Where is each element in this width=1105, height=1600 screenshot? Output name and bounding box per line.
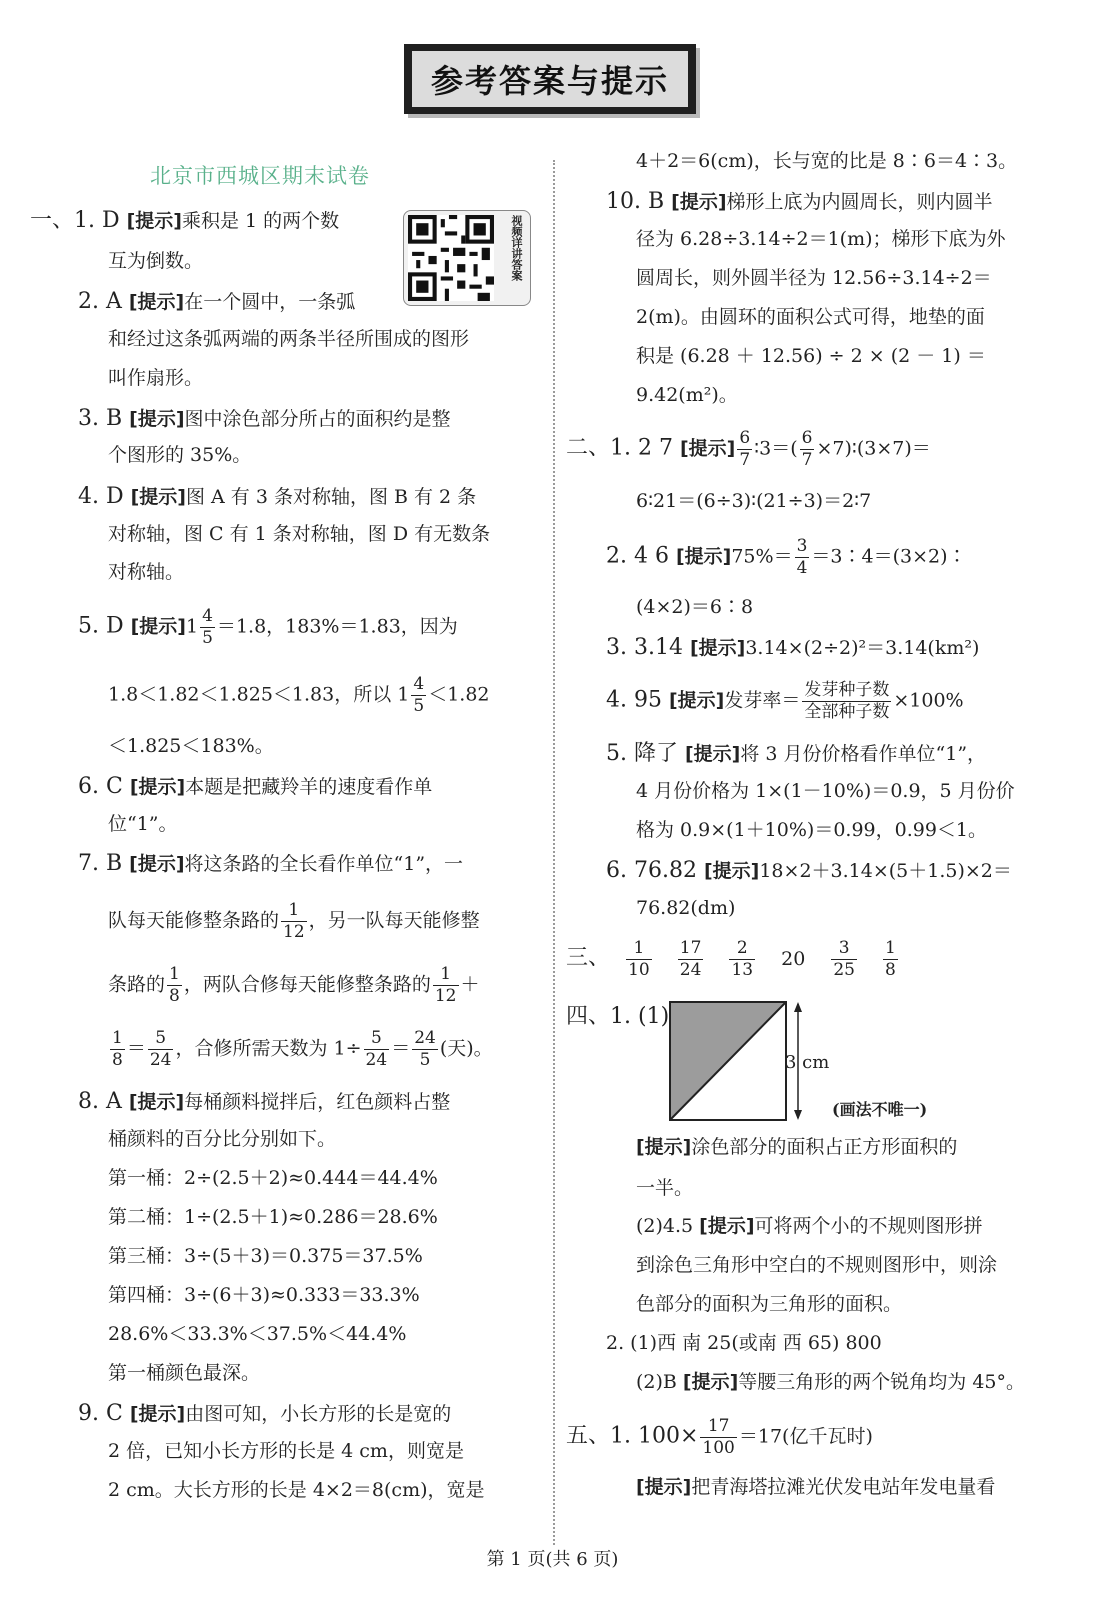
answer-line: 2 倍，已知小长方形的长是 4 cm，则宽是 xyxy=(108,1440,464,1462)
answer-line: 10. B [提示]梯形上底为内圆周长，则内圆半 xyxy=(606,189,993,214)
answer-line: 第一桶：2÷(2.5＋2)≈0.444＝44.4% xyxy=(108,1167,438,1189)
figure-note: (画法不唯一) xyxy=(832,1100,928,1119)
answer-line: 色部分的面积为三角形的面积。 xyxy=(636,1293,903,1315)
fraction: $\frac{2}{13}$ xyxy=(731,938,754,980)
answer-line: 一半。 xyxy=(636,1177,694,1199)
answer-line: 径为 6.28÷3.14÷2＝1(m)；梯形下底为外 xyxy=(636,228,1006,250)
answer-line: [提示]把青海塔拉滩光伏发电站年发电量看 xyxy=(636,1476,996,1498)
fraction: $\frac{1}{8}$ xyxy=(885,938,896,980)
answer-line: 9. C [提示]由图可知，小长方形的长是宽的 xyxy=(78,1401,452,1426)
page-title: 参考答案与提示 xyxy=(412,51,688,107)
qr-code-icon xyxy=(408,215,494,301)
answer-line: (2)B [提示]等腰三角形的两个锐角均为 45°。 xyxy=(636,1371,1026,1393)
answer-line: 4 月份价格为 1×(1－10%)＝0.9，5 月份价 xyxy=(636,780,1015,802)
watermark-logo xyxy=(930,1485,1100,1595)
fraction: $\frac{1}{8}$ xyxy=(169,964,180,1006)
fraction: $\frac{24}{5}$ xyxy=(414,1028,436,1070)
answer-line: 第二桶：1÷(2.5＋1)≈0.286＝28.6% xyxy=(108,1206,438,1228)
fraction: $\frac{6}{7}$ xyxy=(801,428,813,470)
answer-line: 6. C [提示]本题是把藏羚羊的速度看作单 xyxy=(78,774,433,799)
answer-line: 条路的 $\frac{1}{8}$ ，两队合修每天能修整条路的 $\frac{1}{12}$ ＋ xyxy=(108,964,480,1006)
qr-caption: 视频详讲答案 xyxy=(510,215,523,281)
page-footer: 第 1 页(共 6 页) xyxy=(486,1549,619,1570)
answer-line: 到涂色三角形中空白的不规则图形中，则涂 xyxy=(636,1254,998,1276)
answer-line: 28.6%＜33.3%＜37.5%＜44.4% xyxy=(108,1323,407,1345)
answer-line: 4. 95 [提示]发芽率＝ $\frac{\text{发芽种子数}}{\text{全部种子数}}$ ×100% xyxy=(606,680,964,722)
fraction: $\frac{5}{24}$ xyxy=(149,1028,172,1070)
fraction: $\frac{4}{5}$ xyxy=(413,674,425,716)
fraction: $\frac{3}{25}$ xyxy=(833,938,855,980)
answer-line: 一、1. D [提示]乘积是 1 的两个数 xyxy=(30,208,340,233)
column-divider xyxy=(553,160,555,1545)
fraction: $\frac{4}{5}$ xyxy=(202,606,213,648)
fraction: $\frac{1}{12}$ xyxy=(434,964,457,1006)
answer-line: 1.8＜1.82＜1.825＜1.83，所以 1 $\frac{4}{5}$ ＜1.82 xyxy=(108,674,490,716)
fraction: $\frac{1}{10}$ xyxy=(628,938,650,980)
answer-line: 二、1. 2 7 [提示] $\frac{6}{7}$ ∶3＝( $\frac{6}{7}$ ×7)∶(3×7)＝ xyxy=(566,428,931,470)
arrow-up-icon xyxy=(794,1002,802,1012)
fraction: $\frac{1}{12}$ xyxy=(283,900,305,942)
answer-line: [提示]涂色部分的面积占正方形面积的 xyxy=(636,1136,958,1158)
answer-line: 8. A [提示]每桶颜料搅拌后，红色颜料占整 xyxy=(78,1089,451,1114)
answer-line: 3. B [提示]图中涂色部分所占的面积约是整 xyxy=(78,406,451,431)
answer-line: 2. A [提示]在一个圆中，一条弧 xyxy=(78,289,356,314)
answer-line: 第一桶颜色最深。 xyxy=(108,1362,261,1384)
answer-line: 第三桶：3÷(5＋3)＝0.375＝37.5% xyxy=(108,1245,423,1267)
fraction: $\frac{17}{100}$ xyxy=(702,1416,735,1458)
answer-line: 队每天能修整条路的 $\frac{1}{12}$ ，另一队每天能修整 xyxy=(108,900,480,942)
answer-line: 圆周长，则外圆半径为 12.56÷3.14÷2＝ xyxy=(636,267,992,289)
answer-line: 对称轴，图 C 有 1 条对称轴，图 D 有无数条 xyxy=(108,523,491,545)
answer-line: 五、1. 100× $\frac{17}{100}$ ＝17(亿千瓦时) xyxy=(566,1416,873,1458)
answer-line: 互为倒数。 xyxy=(108,250,204,272)
answer-line: 4. D [提示]图 A 有 3 条对称轴，图 B 有 2 条 xyxy=(78,484,477,509)
answer-line: 2. 4 6 [提示]75%＝ $\frac{3}{4}$ ＝3∶4＝(3×2)∶ xyxy=(606,536,967,578)
fraction: $\frac{1}{8}$ xyxy=(112,1028,123,1070)
answer-line: 76.82(dm) xyxy=(636,897,736,919)
fraction: $\frac{6}{7}$ xyxy=(739,428,751,470)
answer-line: 7. B [提示]将这条路的全长看作单位“1”，一 xyxy=(78,851,464,876)
answer-line: 2(m)。由圆环的面积公式可得，地垫的面 xyxy=(636,306,985,328)
answer-line: $\frac{1}{8}$ ＝ $\frac{5}{24}$ ，合修所需天数为 1÷ $\frac{5}{24}$ ＝ $\frac{24}{5}$ (天)。 xyxy=(112,1028,493,1070)
answer-line: 5. D [提示]1 $\frac{4}{5}$ ＝1.8，183%＝1.83，因为 xyxy=(78,606,458,648)
answer-line: 2. (1)西 南 25(或南 西 65) 800 xyxy=(606,1332,882,1354)
answer-line: 个图形的 35%。 xyxy=(108,444,252,466)
answer-line: 叫作扇形。 xyxy=(108,367,204,389)
answer-line: (4×2)＝6∶8 xyxy=(636,596,754,618)
answer-line: 格为 0.9×(1＋10%)＝0.99，0.99＜1。 xyxy=(636,819,988,841)
answer-line: 四、1. (1) xyxy=(566,1004,670,1029)
answer-line: (2)4.5 [提示]可将两个小的不规则图形拼 xyxy=(636,1215,983,1237)
answer-line: 第四桶：3÷(6＋3)≈0.333＝33.3% xyxy=(108,1284,420,1306)
answer-line: 6. 76.82 [提示]18×2＋3.14×(5＋1.5)×2＝ xyxy=(606,858,1012,883)
qr-code-box[interactable] xyxy=(403,210,531,306)
arrow-down-icon xyxy=(794,1110,802,1120)
answer-line: 三、 $\frac{1}{10}$ $\frac{17}{24}$ $\frac{2}{13}$ 20 $\frac{3}{25}$ $\frac{1}{8}$ xyxy=(566,938,896,980)
answer-line: 6∶21＝(6÷3)∶(21÷3)＝2∶7 xyxy=(636,490,872,512)
answer-line: 和经过这条弧两端的两条半径所围成的图形 xyxy=(108,328,470,350)
answer-line: 5. 降了 [提示]将 3 月份价格看作单位“1”， xyxy=(606,741,987,766)
fraction: $\frac{5}{24}$ xyxy=(365,1028,388,1070)
answer-line: 4＋2＝6(cm)，长与宽的比是 8∶6＝4∶3。 xyxy=(636,150,1018,172)
fraction: $\frac{17}{24}$ xyxy=(679,938,702,980)
fraction: $\frac{3}{4}$ xyxy=(796,536,808,578)
answer-line: 桶颜料的百分比分别如下。 xyxy=(108,1128,337,1150)
answer-line: 位“1”。 xyxy=(108,813,178,835)
answer-line: ＜1.825＜183%。 xyxy=(108,735,274,757)
title-banner xyxy=(404,44,696,114)
answer-line: 积是 (6.28 ＋ 12.56) ÷ 2 × (2 － 1) ＝ xyxy=(636,345,986,367)
answer-line: 9.42(m²)。 xyxy=(636,384,738,406)
dimension-label: 3 cm xyxy=(785,1052,830,1073)
exam-title: 北京市西城区期末试卷 xyxy=(150,164,370,188)
answer-line: 2 cm。大长方形的长是 4×2＝8(cm)，宽是 xyxy=(108,1479,485,1501)
fraction: $\frac{\text{发芽种子数}}{\text{全部种子数}}$ xyxy=(804,680,890,722)
answer-line: 对称轴。 xyxy=(108,561,185,583)
answer-line: 3. 3.14 [提示]3.14×(2÷2)²＝3.14(km²) xyxy=(606,635,980,660)
